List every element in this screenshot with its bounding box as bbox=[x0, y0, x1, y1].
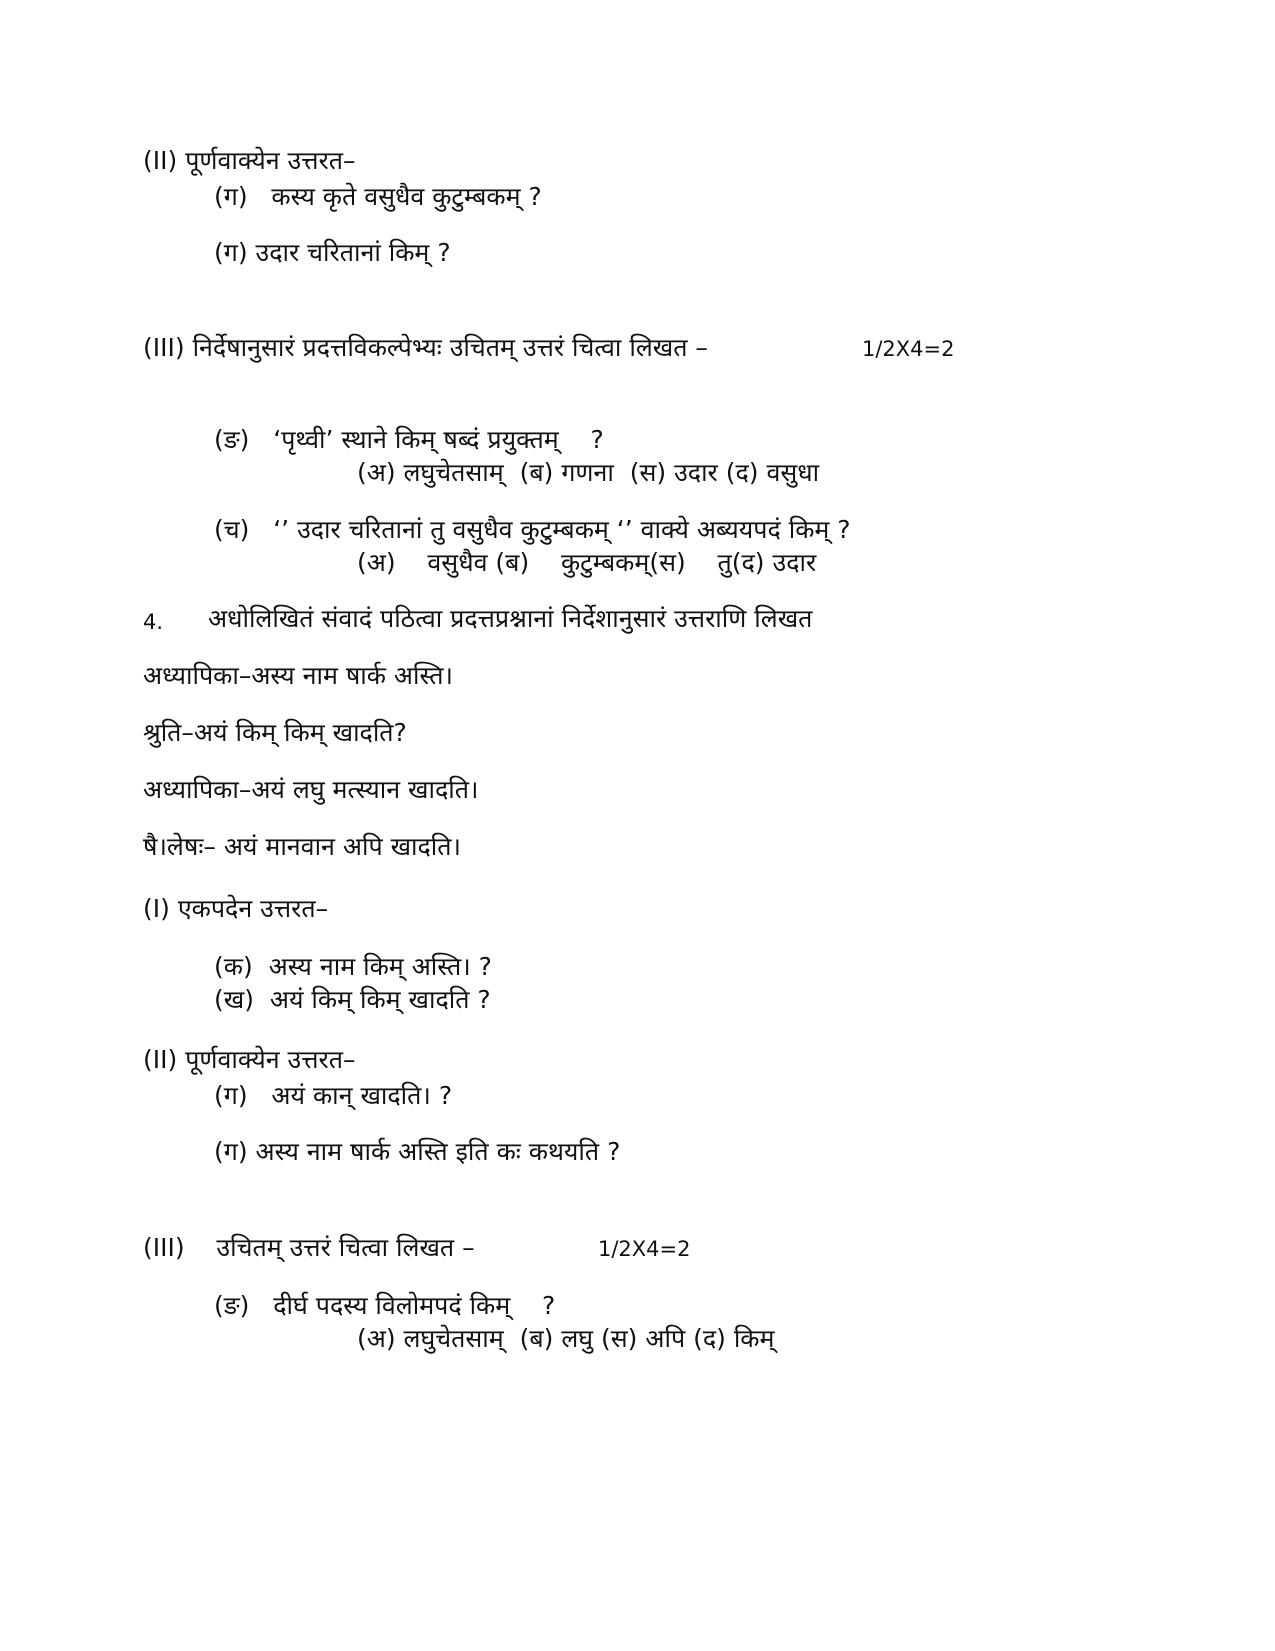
q3-part2-question-2: (ग) उदार चरितानां किम् ? bbox=[214, 238, 451, 267]
dialogue-line-1: अध्यापिका–अस्य नाम षार्क अस्ति। bbox=[143, 661, 453, 690]
q4-part1-heading: (I) एकपदेन उत्तरत– bbox=[143, 894, 329, 923]
q3-part3-question-1-options: (अ) लघुचेतसाम् (ब) गणना (स) उदार (द) वसुधा bbox=[357, 458, 820, 487]
q4-part1-question-1: (क) अस्य नाम किम् अस्ति। ? bbox=[214, 952, 492, 981]
q4-part2-heading: (II) पूर्णवाक्येन उत्तरत– bbox=[143, 1045, 356, 1074]
q3-part3-question-2-options: (अ) वसुधैव (ब) कुटुम्बकम्(स) तु(द) उदार bbox=[357, 548, 817, 577]
dialogue-line-3: अध्यापिका–अयं लघु मत्स्यान खादति। bbox=[143, 775, 479, 804]
q4-number: 4. bbox=[143, 610, 164, 634]
q4-part3-marks: 1/2X4=2 bbox=[598, 1237, 691, 1261]
q4-part1-question-2: (ख) अयं किम् किम् खादति ? bbox=[214, 985, 491, 1014]
q3-part3-question-2: (च) ‘’ उदार चरितानां तु वसुधैव कुटुम्बकम् ‘’ वाक्ये अब्ययपदं किम् ? bbox=[214, 515, 851, 544]
dialogue-line-2: श्रुति–अयं किम् किम् खादति? bbox=[143, 718, 407, 747]
q3-part3-marks: 1/2X4=2 bbox=[862, 337, 955, 361]
q4-instruction: अधोलिखितं संवादं पठित्वा प्रदत्तप्रश्नानां निर्देशानुसारं उत्तराणि लिखत bbox=[208, 604, 813, 633]
q4-part2-question-2: (ग) अस्य नाम षार्क अस्ति इति कः कथयति ? bbox=[214, 1137, 621, 1166]
q3-part3-heading: (III) निर्देषानुसारं प्रदत्तविकल्पेभ्यः उचितम् उत्तरं चित्वा लिखत – bbox=[143, 333, 708, 362]
q4-part3-heading: (III) उचितम् उत्तरं चित्वा लिखत – bbox=[143, 1233, 475, 1262]
dialogue-line-4: षै।लेषः– अयं मानवान अपि खादति। bbox=[143, 832, 461, 861]
q3-part3-question-1: (ङ) ‘पृथ्वी’ स्थाने किम् षब्दं प्रयुक्तम् ? bbox=[214, 425, 604, 454]
q4-part3-question-1: (ङ) दीर्घ पदस्य विलोमपदं किम् ? bbox=[214, 1291, 556, 1320]
q4-part2-question-1: (ग) अयं कान् खादति। ? bbox=[214, 1081, 453, 1110]
q3-part2-heading: (II) पूर्णवाक्येन उत्तरत– bbox=[143, 146, 356, 175]
q4-part3-question-1-options: (अ) लघुचेतसाम् (ब) लघु (स) अपि (द) किम् bbox=[357, 1324, 775, 1353]
q3-part2-question-1: (ग) कस्य कृते वसुधैव कुटुम्बकम् ? bbox=[214, 182, 542, 211]
